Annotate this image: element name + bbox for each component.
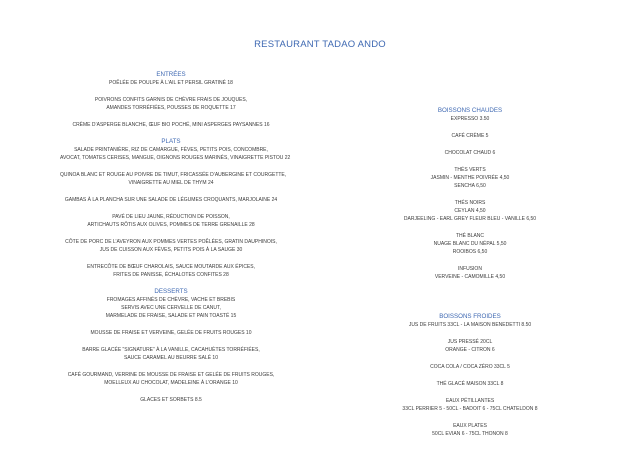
menu-item [60, 121, 282, 129]
menu-item-line: CÔTE DE PORC DE L’AVEYRON AUX POMMES VERTES POÊLÉES, GRATIN DAUPHINOIS, [65, 239, 277, 245]
menu-item-line: ARTICHAUTS RÔTIS AUX OLIVES, POMMES DE TERRE GRENAILLE 28 [87, 222, 255, 228]
menu-item-line: THÉ GLACÉ MAISON 33CL 8 [436, 381, 504, 387]
menu-item-line: SERVIS AVEC UNE CERVELLE DE CANUT, [121, 305, 221, 311]
boissons-chaudes-heading: BOISSONS CHAUDES [437, 107, 503, 114]
menu-item-line: EAUX PÉTILLANTES [445, 398, 495, 404]
desserts-section [60, 288, 282, 404]
menu-item [60, 371, 282, 387]
menu-item-line: THÉS NOIRS [454, 200, 486, 206]
menu-item-line: AVOCAT, TOMATES CERISES, MANGUE, OIGNONS ROUGES MARINÉS, VINAIGRETTE PISTOU 22 [60, 155, 291, 161]
entrees-heading: ENTRÉES [156, 71, 186, 78]
menu-item [368, 397, 572, 413]
menu-item-line: JASMIN - MENTHE POIVRÉE 4,50 [430, 175, 510, 181]
menu-item-line: BARRE GLACÉE “SIGNATURE” À LA VANILLE, CACAHUÈTES TORRÉFIÉES, [82, 347, 260, 353]
menu-item [368, 115, 572, 123]
menu-item [368, 232, 572, 256]
menu-item-line: JUS DE CUISSON AUX FÈVES, PETITS POIS À LA SAUGE 30 [99, 247, 243, 253]
menu-item-line: ENTRECÔTE DE BŒUF CHAROLAIS, SAUCE MOUTARDE AUX ÉPICES, [87, 264, 255, 270]
menu-item-line: MARMELADE DE FRAISE, SALADE ET PAIN TOASTÉ 15 [105, 313, 237, 319]
menu-item-line: CHOCOLAT CHAUD 6 [444, 150, 496, 156]
menu-item-line: SAUCE CARAMEL AU BEURRE SALÉ 10 [123, 355, 218, 361]
menu-item-line: INFUSION [458, 266, 482, 272]
boissons-froides-heading: BOISSONS FROIDES [439, 313, 501, 320]
entrees-items [60, 79, 282, 129]
menu-item-line: VERVEINE - CAMOMILLE 4,50 [434, 274, 506, 280]
menu-item-line: 33CL PERRIER 5 - 50CL - BADOIT 6 - 75CL CHATELDON 8 [402, 406, 538, 412]
menu-item [60, 238, 282, 254]
menu-item-line: PAVÉ DE LIEU JAUNE, RÉDUCTION DE POISSON, [112, 214, 230, 220]
menu-item-line: VINAIGRETTE AU MIEL DE THYM 24 [128, 180, 214, 186]
menu-item-line: THÉ BLANC [455, 233, 485, 239]
menu-item-line: MOUSSE DE FRAISE ET VERVEINE, GELÉE DE FRUITS ROUGES 10 [90, 330, 252, 336]
desserts-items [60, 296, 282, 404]
menu-item-line: JUS DE FRUITS 33CL - LA MAISON BENEDETTI 8.50 [408, 322, 532, 328]
menu-item [60, 79, 282, 87]
entrees-section [60, 71, 282, 129]
plats-items [60, 146, 291, 279]
menu-item [368, 363, 572, 371]
boissons-chaudes-section [368, 107, 572, 281]
menu-item-line: MOELLEUX AU CHOCOLAT, MADELEINE À L’ORANGE 10 [104, 380, 238, 386]
menu-item [368, 321, 572, 329]
menu-item-line: CAFÉ CRÈME 5 [451, 133, 489, 139]
menu-item-line: SALADE PRINTANIÈRE, RIZ DE CAMARGUE, FÈVES, PETITS POIS, CONCOMBRE, [74, 147, 268, 153]
menu-item-line: CEYLAN 4,50 [454, 208, 486, 214]
menu-item-line: QUINOA BLANC ET ROUGE AU POIVRE DE TIMUT, FRICASSÉE D’AUBERGINE ET COURGETTE, [60, 172, 287, 178]
menu-item-line: FROMAGES AFFINÉS DE CHÈVRE, VACHE ET BREBIS [106, 297, 236, 303]
boissons-chaudes-items [368, 115, 572, 281]
menu-item [60, 263, 282, 279]
menu-item [368, 338, 572, 354]
menu-item-line: CAFÉ GOURMAND, VERRINE DE MOUSSE DE FRAISE ET GELÉE DE FRUITS ROUGES, [67, 372, 275, 378]
menu-item-line: 50CL EVIAN 6 - 75CL THONON 8 [432, 431, 508, 437]
menu-item [368, 265, 572, 281]
menu-item [60, 213, 282, 229]
page-title: RESTAURANT TADAO ANDO [254, 39, 386, 50]
menu-item-line: AMANDES TORRÉFIÉES, POUSSES DE ROQUETTE 17 [106, 105, 236, 111]
menu-item-line: CRÈME D’ASPERGE BLANCHE, ŒUF BIO POCHÉ, MINI ASPERGES PAYSANNES 16 [72, 122, 270, 128]
menu-item [60, 196, 282, 204]
menu-item-line: THÉS VERTS [454, 167, 486, 173]
menu-item [368, 132, 572, 140]
menu-item [60, 171, 287, 187]
plats-section [60, 138, 291, 279]
menu-item-line: JUS PRESSÉ 20CL [447, 339, 493, 345]
menu-item [368, 422, 572, 438]
menu-item-line: EAUX PLATES [453, 423, 487, 429]
menu-item [368, 149, 572, 157]
menu-item-line: ROOIBOS 6,50 [452, 249, 488, 255]
menu-item-line: COCA COLA / COCA ZÉRO 33CL 5 [430, 364, 510, 370]
menu-item-line: EXPRESSO 3.50 [450, 116, 490, 122]
menu-item [60, 296, 282, 320]
plats-heading: PLATS [161, 138, 181, 145]
menu-item-line: ORANGE - CITRON 6 [445, 347, 495, 353]
menu-item-line: FRITES DE PANISSE, ÉCHALOTES CONFITES 28 [113, 272, 229, 278]
menu-item-line: GAMBAS À LA PLANCHA SUR UNE SALADE DE LÉGUMES CROQUANTS, MARJOLAINE 24 [64, 197, 278, 203]
boissons-froides-section [368, 313, 572, 438]
menu-item-line: POÊLÉE DE POULPE À L’AIL ET PERSIL GRATINÉ 18 [109, 80, 233, 86]
menu-item-line: GLACES ET SORBETS 8.5 [140, 397, 202, 403]
menu-item-line: SENCHA 6,50 [454, 183, 486, 189]
menu-item [60, 396, 282, 404]
menu-item [60, 146, 291, 162]
menu-item [368, 380, 572, 388]
menu-item [60, 96, 282, 112]
menu-item [368, 199, 572, 223]
menu-item-line: NUAGE BLANC DU NÉPAL 5,50 [433, 241, 507, 247]
menu-item [60, 329, 282, 337]
boissons-froides-items [368, 321, 572, 438]
menu-item-line: DARJEELING - EARL GREY FLEUR BLEU - VANILLE 6,50 [403, 216, 537, 222]
menu-item [60, 346, 282, 362]
desserts-heading: DESSERTS [154, 288, 188, 295]
menu-left-column [60, 71, 291, 413]
menu-right-column [368, 107, 572, 447]
menu-item [368, 166, 572, 190]
menu-item-line: POIVRONS CONFITS GARNIS DE CHÈVRE FRAIS DE JOUQUES, [94, 97, 248, 103]
